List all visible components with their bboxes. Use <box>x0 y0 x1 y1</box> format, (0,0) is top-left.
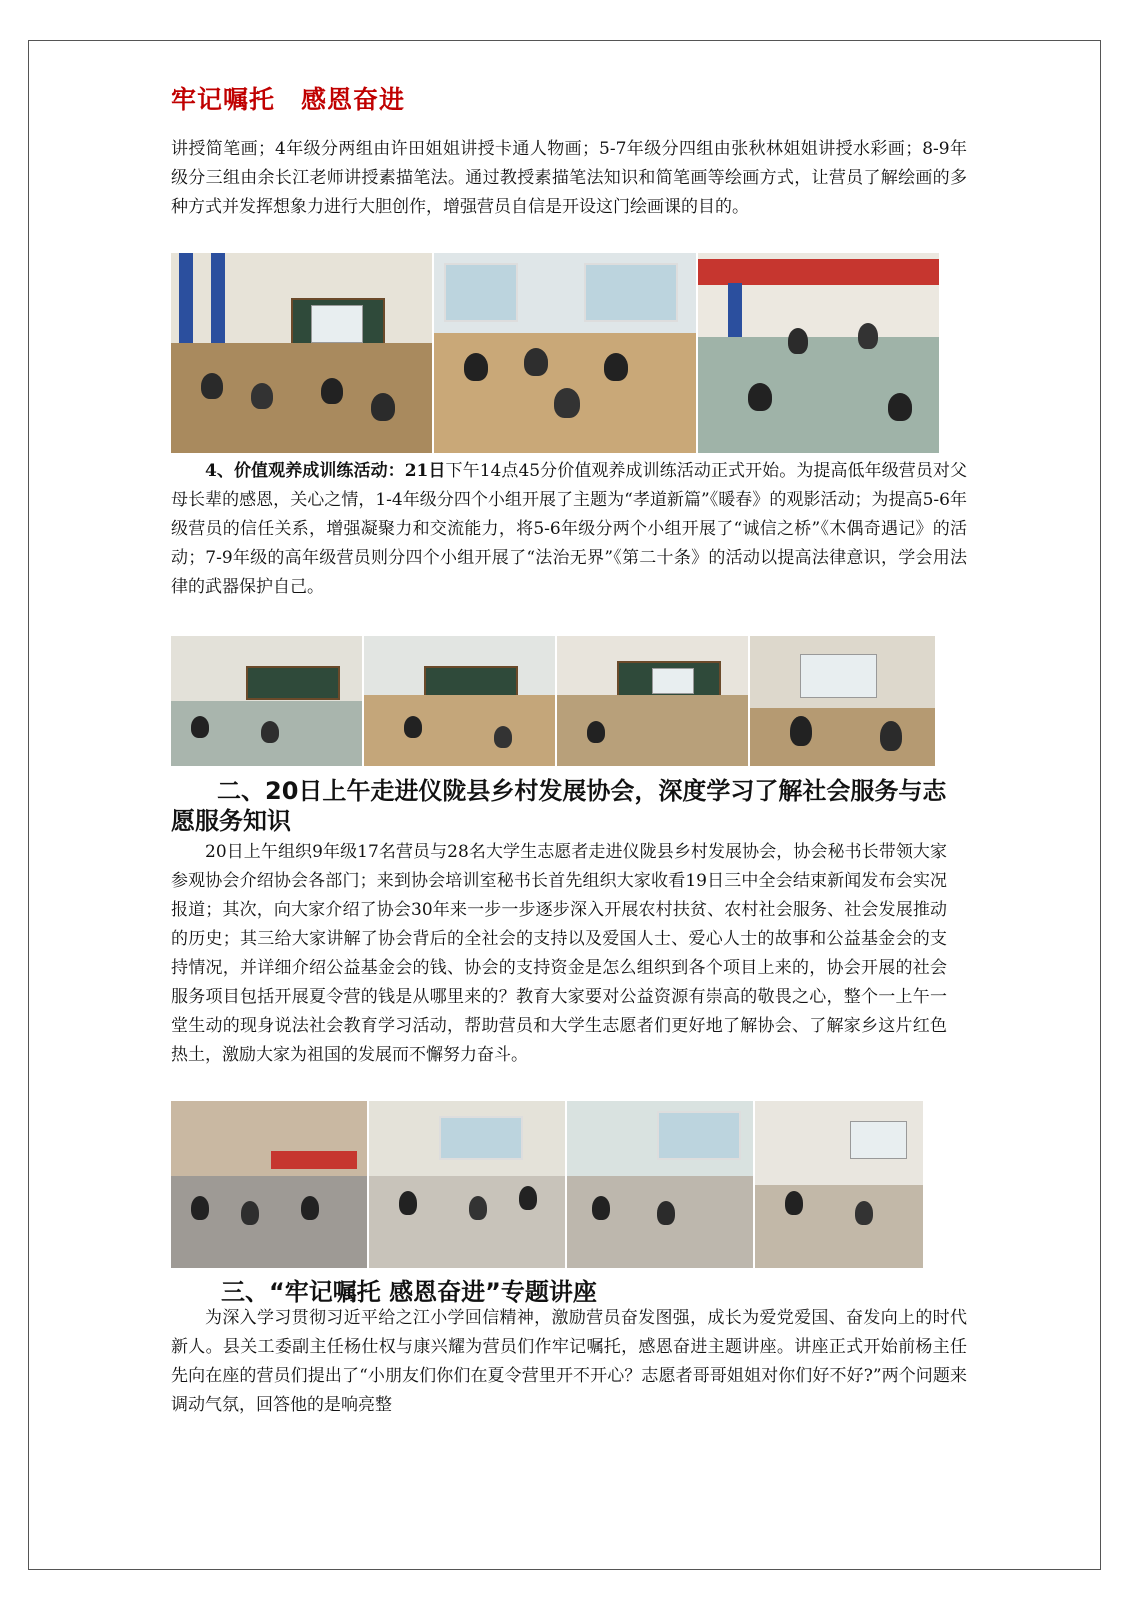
paragraph-association-visit: 20日上午组织9年级17名营员与28名大学生志愿者走进仪陇县乡村发展协会，协会秘书长带领大家参观协会介绍协会各部门；来到协会培训室秘书长首先组织大家收看19日三中全会结束新闻发布会实况报道；其次，向大家介绍了协会30年来一步一步逐步深入开展农村扶贫、农村社会服务、社会发展推动的历史；其三给大家讲解了协会背后的全社会的支持以及爱国人士、爱心人士的故事和公益基金会的支持情况，并详细介绍公益基金会的钱、协会的支持资金是怎么组织到各个项目上来的，协会开展的社会服务项目包括开展夏令营的钱是从哪里来的？教育大家要对公益资源有崇高的敬畏之心，整个一上午一堂生动的现身说法社会教育学习活动，帮助营员和大学生志愿者们更好地了解协会、了解家乡这片红色热土，激励大家为祖国的发展而不懈努力奋斗。 <box>171 842 947 1065</box>
photo-row-values-training <box>171 636 935 766</box>
paragraph-values-lead: 4、价值观养成训练活动：21日 <box>205 461 446 481</box>
paragraph-drawing-class: 讲授简笔画；4年级分两组由许田姐姐讲授卡通人物画；5-7年级分四组由张秋林姐姐讲授水彩画；8-9年级分三组由余长江老师讲授素描笔法。通过教授素描笔法知识和简笔画等绘画方式，让营员了解绘画的多种方式并发挥想象力进行大胆创作，增强营员自信是开设这门绘画课的目的。 <box>171 139 967 217</box>
header-title-part1: 牢记嘱托 <box>171 85 276 114</box>
section-heading-3: 三、“牢记嘱托 感恩奋进”专题讲座 <box>221 1278 597 1306</box>
photo-movie-1 <box>171 636 362 766</box>
photo-classroom-1 <box>171 253 432 453</box>
photo-movie-2 <box>364 636 555 766</box>
paragraph-lecture: 为深入学习贯彻习近平给之江小学回信精神，激励营员奋发图强，成长为爱党爱国、奋发向上的时代新人。县关工委副主任杨仕权与康兴耀为营员们作牢记嘱托，感恩奋进主题讲座。讲座正式开始前杨主任先向在座的营员们提出了“小朋友们你们在夏令营里开不开心？志愿者哥哥姐姐对你们好不好?”两个问题来调动气氛，回答他的是响亮整 <box>171 1308 967 1415</box>
photo-association-training <box>755 1101 923 1268</box>
photo-association-room <box>567 1101 753 1268</box>
photo-classroom-2 <box>434 253 695 453</box>
header-title-part2: 感恩奋进 <box>301 85 406 114</box>
paragraph-values-training <box>171 457 967 602</box>
photo-association-hall <box>369 1101 565 1268</box>
section-heading-2: 二、20日上午走进仪陇县乡村发展协会，深度学习了解社会服务与志愿服务知识 <box>171 777 947 835</box>
photo-classroom-3 <box>698 253 939 453</box>
photo-movie-3 <box>557 636 748 766</box>
photo-association-exterior <box>171 1101 367 1268</box>
paragraph-values-body: 下午14点45分价值观养成训练活动正式开始。为提高低年级营员对父母长辈的感恩，关心之情，1-4年级分四个小组开展了主题为“孝道新篇”《暖春》的观影活动；为提高5-6年级营员的信任关系，增强凝聚力和交流能力，将5-6年级分两个小组开展了“诚信之桥”《木偶奇遇记》的活动；7-9年级的高年级营员则分四个小组开展了“法治无界”《第二十条》的活动以提高法律意识，学会用法律的武器保护自己。 <box>171 461 967 597</box>
photo-row-drawing-class <box>171 253 939 453</box>
photo-movie-4 <box>750 636 935 766</box>
photo-row-association-visit <box>171 1101 923 1268</box>
page-header <box>171 80 405 116</box>
